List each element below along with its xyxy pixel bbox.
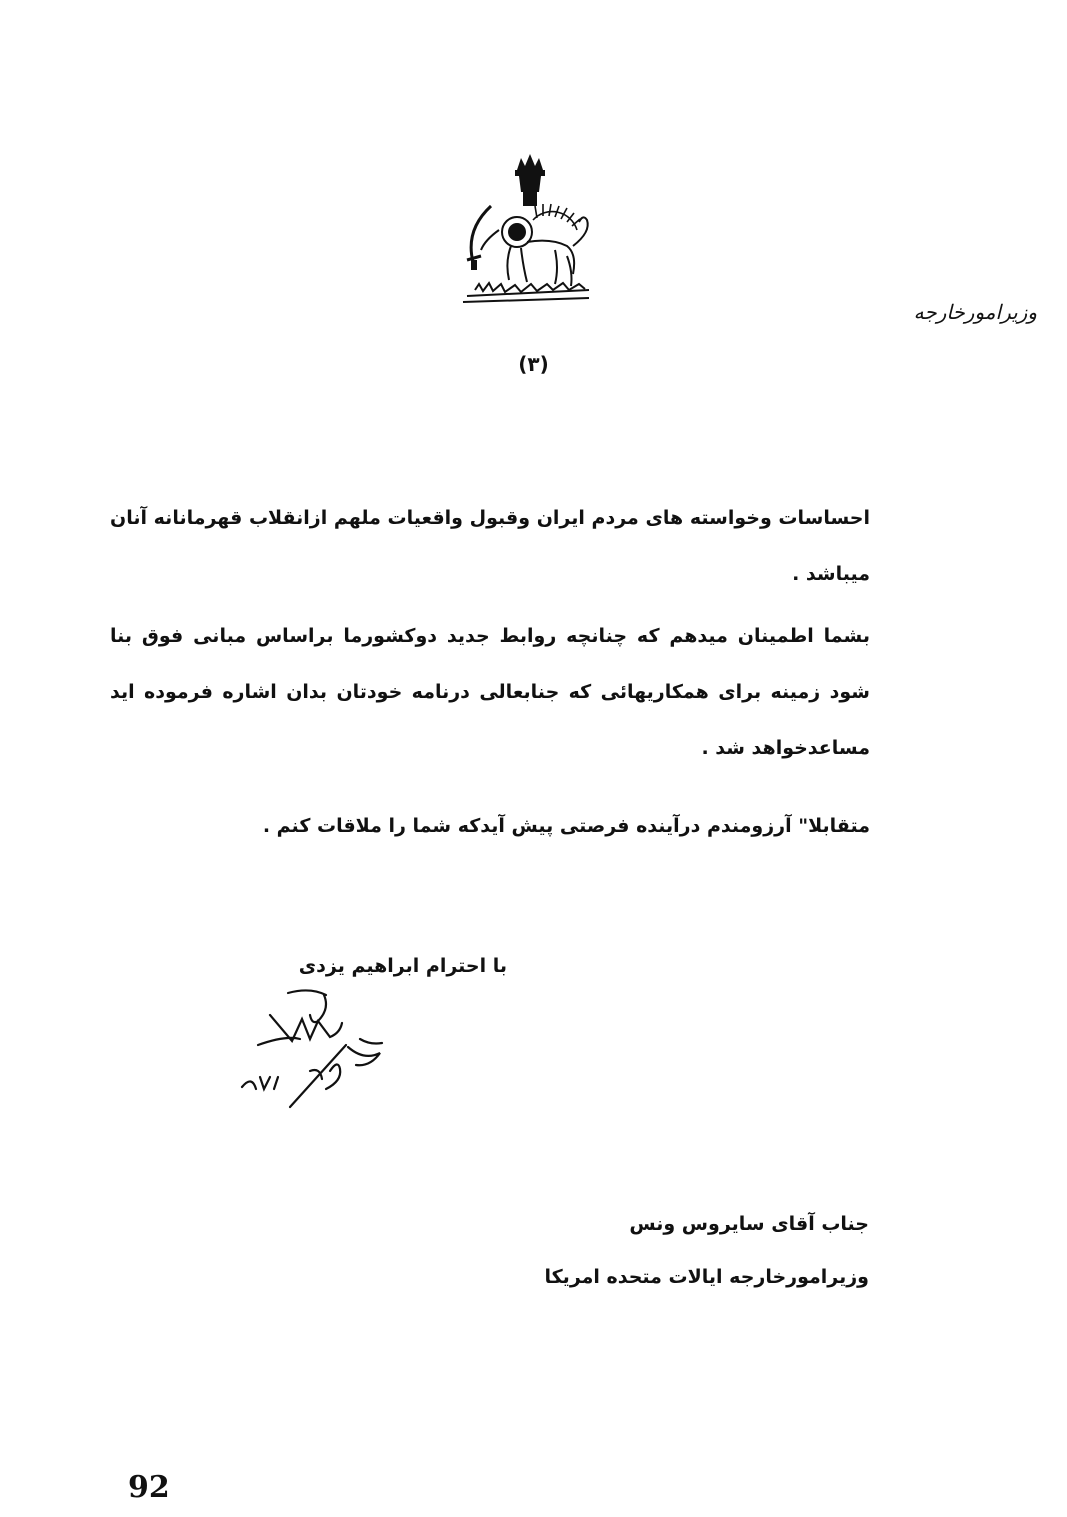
paragraph-text: بشما اطمینان میدهم که چنانچه روابط جدید دوکشورما براساس مبانی فوق بنا شود زمینه برای همکاریهائی که جنابعالی درنامه خودتان بدان اشاره فرموده اید مساعدخواهد شد .: [110, 625, 870, 759]
paragraph-text: متقابلا" آرزومندم درآینده فرصتی پیش آیدکه شما را ملاقات کنم .: [262, 815, 870, 837]
handwritten-signature: [230, 985, 410, 1120]
paragraph-text: احساسات وخواسته های مردم ایران وقبول واقعیات ملهم ازانقلاب قهرمانانه آنان میباشد .: [110, 507, 870, 585]
crown-icon: [515, 154, 545, 206]
addressee-name: جناب آقای سایروس ونس: [629, 1213, 869, 1235]
letter-paragraph-1: [110, 490, 870, 602]
letter-paragraph-3: [110, 798, 870, 854]
sun-icon: [533, 204, 580, 230]
ministry-header: وزیرامورخارجه: [913, 300, 1037, 324]
letter-paragraph-2: [110, 608, 870, 776]
page-number: 92: [128, 1470, 170, 1505]
lion-and-sun-emblem: [455, 150, 605, 315]
lion-icon: [481, 217, 588, 286]
addressee-title: وزیرامورخارجه ایالات متحده امریکا: [544, 1266, 869, 1288]
section-number: (۳): [518, 352, 549, 376]
sword-icon: [467, 206, 491, 270]
closing-salutation: با احترام ابراهیم یزدی: [298, 955, 507, 977]
